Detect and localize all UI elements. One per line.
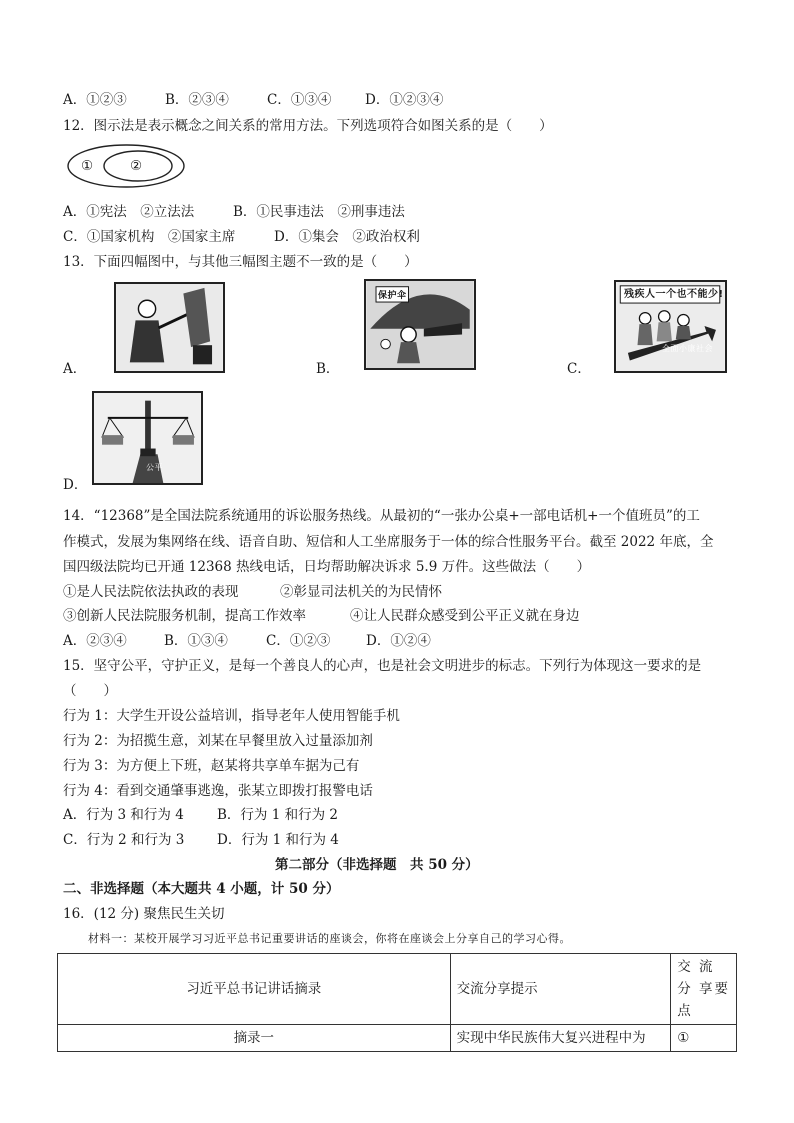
table-cell-hint: 实现中华民族伟大复兴进程中为	[450, 1025, 671, 1052]
q16-material-1: 材料一：某校开展学习习近平总书记重要讲话的座谈会，你将在座谈会上分享自己的学习心得。	[88, 932, 571, 945]
q14-option-a: A．②③④	[63, 633, 127, 649]
q15-option-d: D．行为 1 和行为 4	[217, 832, 339, 848]
q12-option-a: A．①宪法 ②立法法	[63, 204, 195, 220]
q11-option-a: A．①②③	[63, 92, 127, 108]
part2-section-heading: 二、非选择题（本大题共 4 小题，计 50 分）	[63, 881, 340, 897]
q11-option-c: C．①③④	[267, 92, 332, 108]
q12-diagram-inner-label: ②	[130, 158, 143, 174]
table-header-row	[58, 954, 737, 1025]
q15-option-b: B．行为 1 和行为 2	[217, 807, 338, 823]
q13-label-b: B．	[316, 361, 340, 377]
q12-ellipse-diagram	[66, 143, 186, 189]
q15-option-a: A．行为 3 和行为 4	[63, 807, 184, 823]
table-cell-points: ①	[671, 1025, 737, 1052]
q12-option-c: C．①国家机构 ②国家主席	[63, 229, 236, 245]
q13-label-d: D．	[63, 477, 88, 493]
q12-stem: 12．图示法是表示概念之间关系的常用方法。下列选项符合如图关系的是（ ）	[63, 118, 553, 134]
q13-cartoon-c	[614, 280, 727, 373]
q13-b-sign: 保护伞	[378, 291, 407, 301]
q15-behavior-2: 行为 2：为招揽生意，刘某在早餐里放入过量添加剂	[63, 733, 373, 749]
table-header-points: 交 流 分 享要点	[671, 954, 737, 1025]
q14-option-d: D．①②④	[366, 633, 431, 649]
q13-cartoon-d	[92, 391, 203, 485]
q14-option-c: C．①②③	[266, 633, 331, 649]
table-cell-excerpt: 摘录一	[58, 1025, 451, 1052]
q13-stem: 13．下面四幅图中，与其他三幅图主题不一致的是（ ）	[63, 254, 418, 270]
q12-diagram-outer-label: ①	[81, 158, 94, 174]
table-row	[58, 1025, 737, 1052]
table-header-hint: 交流分享提示	[450, 954, 671, 1025]
q14-option-b: B．①③④	[164, 633, 228, 649]
q14-item-1: ①是人民法院依法执政的表现	[63, 584, 239, 600]
q13-label-c: C．	[567, 361, 591, 377]
q15-behavior-1: 行为 1：大学生开设公益培训，指导老年人使用智能手机	[63, 708, 400, 724]
part2-title: 第二部分（非选择题 共 50 分）	[275, 857, 479, 873]
q15-behavior-4: 行为 4：看到交通肇事逃逸，张某立即拨打报警电话	[63, 783, 373, 799]
q13-cartoon-a	[114, 282, 225, 373]
q12-option-d: D．①集会 ②政治权利	[274, 229, 420, 245]
table-header-excerpt: 习近平总书记讲话摘录	[58, 954, 451, 1025]
q13-label-a: A．	[63, 361, 87, 377]
q15-option-c: C．行为 2 和行为 3	[63, 832, 185, 848]
q13-c-banner: 残疾人一个也不能少!	[624, 289, 724, 300]
q14-stem-line1: 14．“12368”是全国法院系统通用的诉讼服务热线。从最初的“一张办公桌+一部电话机+一个值班员”的工	[63, 508, 700, 524]
q16-heading: 16．(12 分) 聚焦民生关切	[63, 906, 225, 922]
q15-stem-line1: 15．坚守公平，守护正义，是每一个善良人的心声，也是社会文明进步的标志。下列行为体现这一要求的是	[63, 658, 702, 674]
q14-item-2: ②彰显司法机关的为民情怀	[280, 584, 442, 600]
q14-item-3: ③创新人民法院服务机制，提高工作效率	[63, 608, 306, 624]
q12-option-b: B．①民事违法 ②刑事违法	[233, 204, 405, 220]
q14-item-4: ④让人民群众感受到公平正义就在身边	[350, 608, 580, 624]
q14-stem-line2: 作模式，发展为集网络在线、语音自助、短信和人工坐席服务于一体的综合性服务平台。截至 2022 年底，全	[63, 534, 714, 550]
q14-stem-line3: 国四级法院均已开通 12368 热线电话，日均帮助解决诉求 5.9 万件。这些做法（ ）	[63, 559, 591, 575]
q15-stem-line2: （ ）	[63, 683, 117, 699]
q13-c-arrow-label: 全面小康社会	[662, 344, 713, 353]
q13-d-hand-label: 公平	[146, 463, 163, 472]
q16-table	[57, 953, 737, 1052]
q11-option-b: B．②③④	[165, 92, 229, 108]
q15-behavior-3: 行为 3：为方便上下班，赵某将共享单车据为己有	[63, 758, 360, 774]
q13-cartoon-b	[364, 279, 476, 370]
q11-option-d: D．①②③④	[365, 92, 444, 108]
